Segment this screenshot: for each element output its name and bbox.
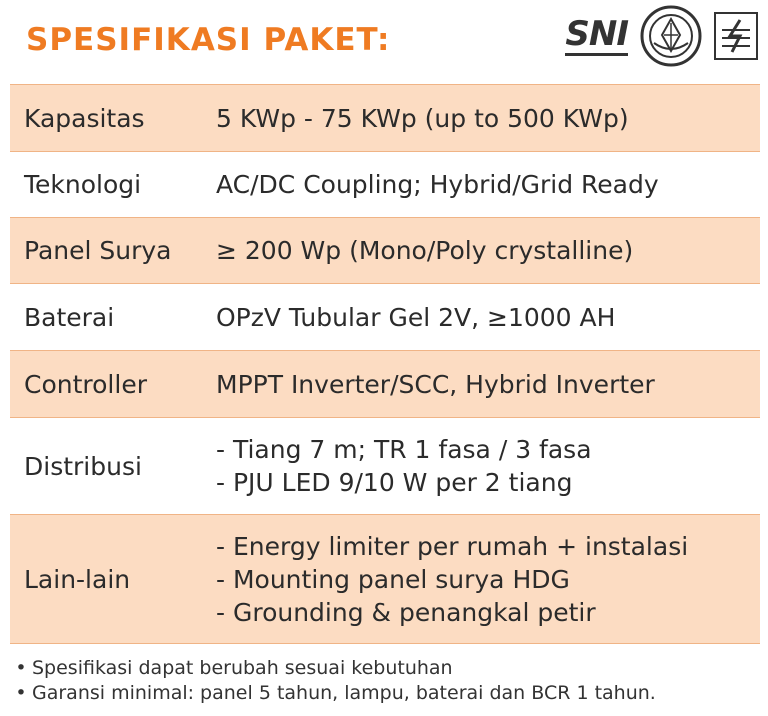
- spec-value-line: - PJU LED 9/10 W per 2 tiang: [216, 468, 573, 497]
- footnotes: [10, 656, 760, 706]
- esdm-seal-icon: [640, 5, 702, 67]
- spec-value: [216, 301, 760, 334]
- spec-value-line: MPPT Inverter/SCC, Hybrid Inverter: [216, 369, 655, 399]
- spec-value: [216, 368, 760, 401]
- spec-label: Panel Surya: [24, 236, 172, 265]
- spec-value: [216, 234, 760, 267]
- spec-row-teknologi: [10, 151, 760, 217]
- spec-label: Lain-lain: [24, 564, 131, 594]
- spec-value: [216, 102, 760, 135]
- pln-logo-icon: [714, 12, 758, 60]
- page-title: SPESIFIKASI PAKET:: [26, 22, 391, 58]
- spec-row-kapasitas: [10, 84, 760, 151]
- spec-value-line: OPzV Tubular Gel 2V, ≥1000 AH: [216, 302, 616, 332]
- spec-value-line: AC/DC Coupling; Hybrid/Grid Ready: [216, 170, 659, 199]
- spec-label: Kapasitas: [24, 103, 145, 133]
- spec-value-line: - Mounting panel surya HDG: [216, 564, 570, 594]
- spec-label: Teknologi: [24, 170, 142, 199]
- spec-value-line: - Grounding & penangkal petir: [216, 597, 596, 627]
- spec-row-distribusi: [10, 417, 760, 514]
- footnote-text: Spesifikasi dapat berubah sesuai kebutuhan: [32, 657, 453, 679]
- header: [0, 0, 768, 84]
- spec-row-panel-surya: [10, 217, 760, 283]
- spec-label: Distribusi: [24, 451, 142, 481]
- sni-logo: SNI: [565, 13, 628, 54]
- spec-row-controller: [10, 350, 760, 417]
- spec-value: [216, 433, 760, 499]
- spec-row-lain-lain: [10, 514, 760, 644]
- spec-label: Controller: [24, 369, 147, 399]
- spec-value-line: - Tiang 7 m; TR 1 fasa / 3 fasa: [216, 435, 592, 464]
- spec-value-line: ≥ 200 Wp (Mono/Poly crystalline): [216, 236, 634, 265]
- spec-row-baterai: [10, 283, 760, 350]
- spec-value: [216, 530, 760, 629]
- footnote-text: Garansi minimal: panel 5 tahun, lampu, baterai dan BCR 1 tahun.: [32, 682, 656, 704]
- spec-label: Baterai: [24, 302, 115, 332]
- bullet-icon: •: [15, 657, 27, 679]
- spec-value-line: 5 KWp - 75 KWp (up to 500 KWp): [216, 103, 629, 133]
- spec-table: [10, 84, 760, 644]
- bullet-icon: •: [15, 682, 27, 704]
- spec-value: [216, 168, 760, 201]
- footnote-item: [10, 681, 760, 706]
- footnote-item: [10, 656, 760, 681]
- spec-value-line: - Energy limiter per rumah + instalasi: [216, 531, 689, 561]
- certification-logos: [565, 6, 758, 66]
